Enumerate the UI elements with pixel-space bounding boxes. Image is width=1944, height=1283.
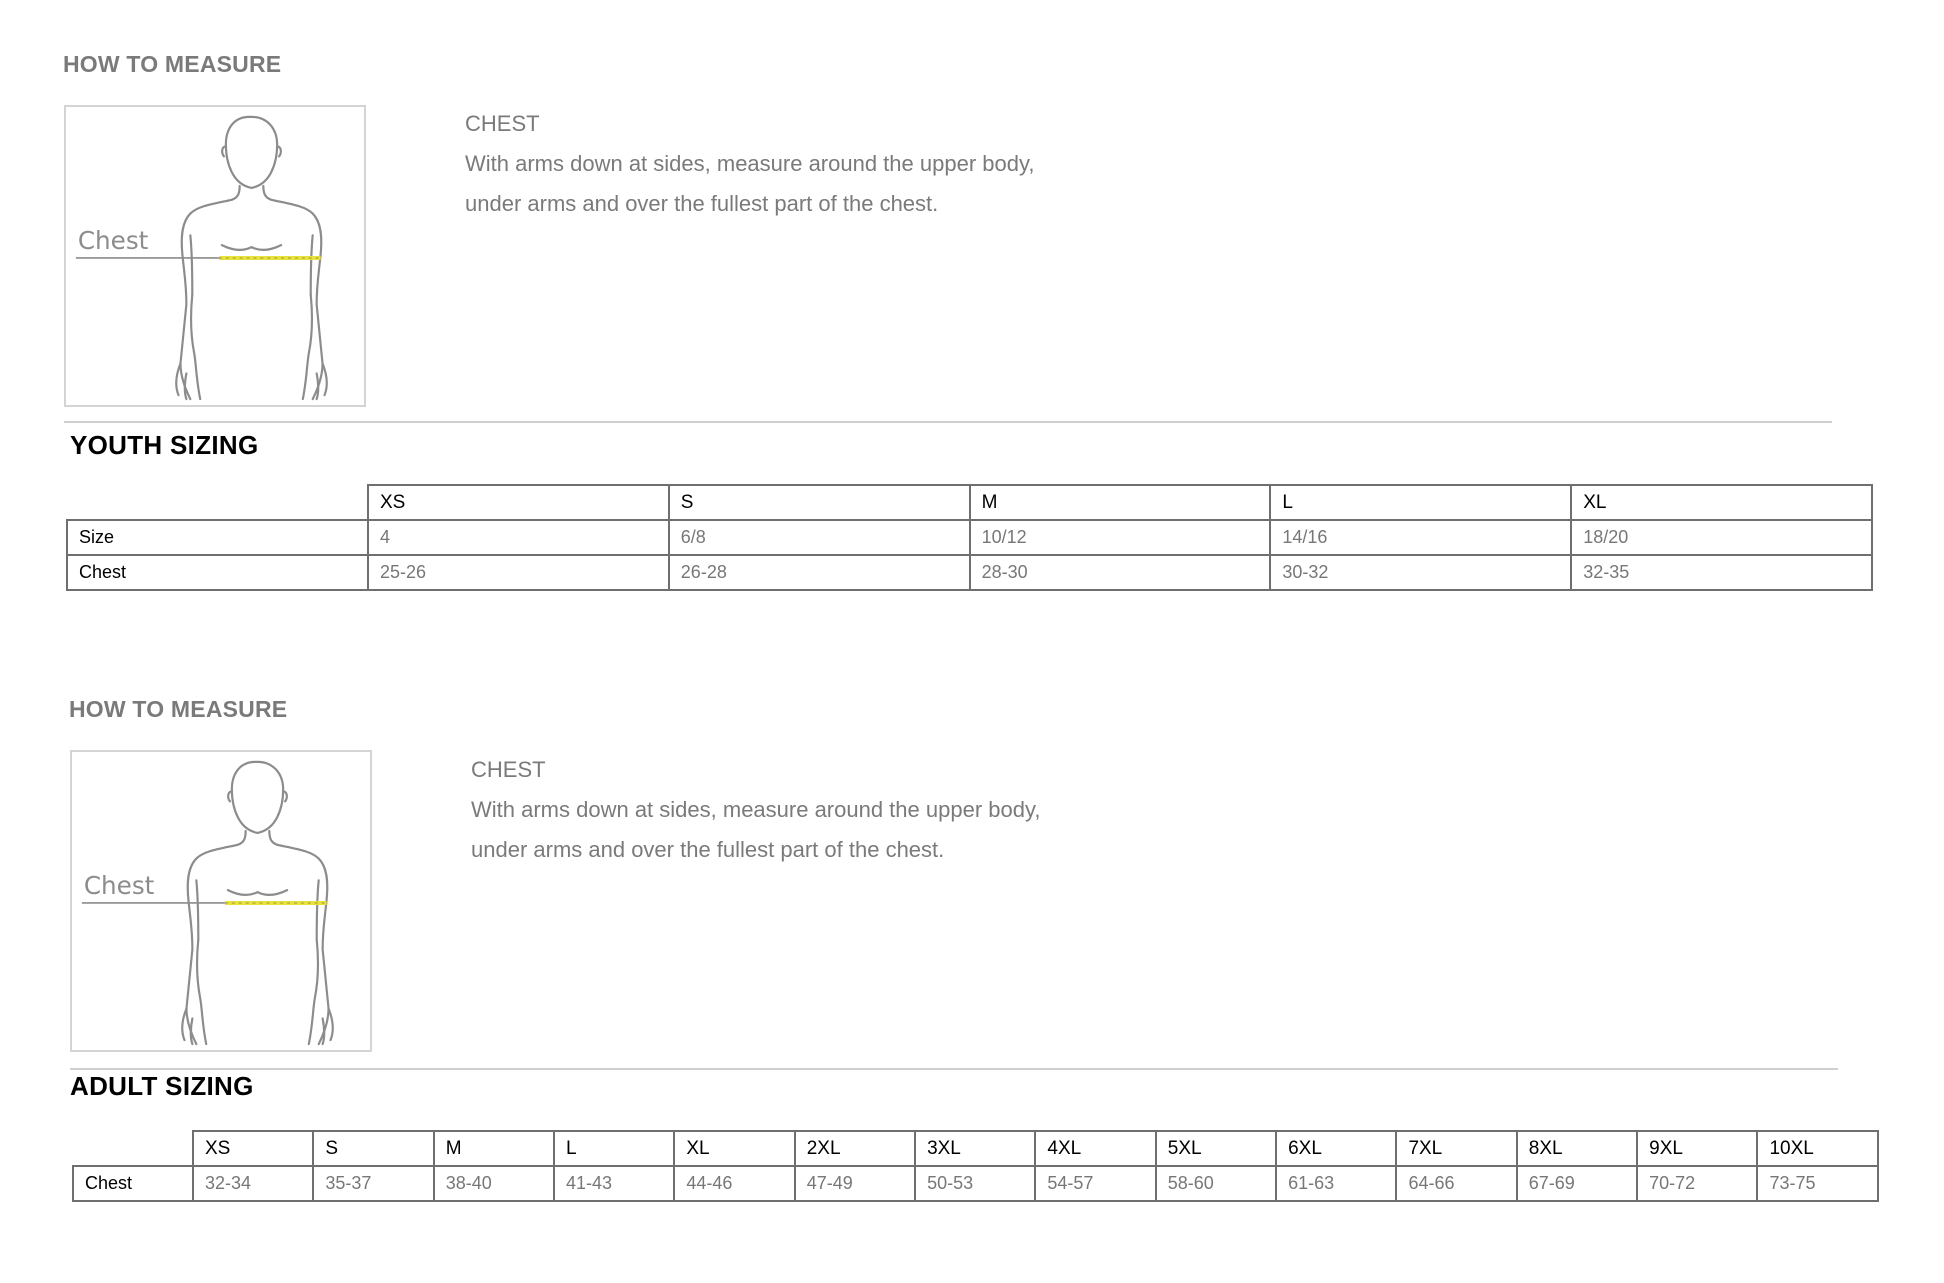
section-divider <box>64 421 1832 423</box>
table-row <box>73 1166 1878 1201</box>
size-header-cell: M <box>970 485 1271 520</box>
measure-description <box>471 750 1040 870</box>
row-label-cell: Chest <box>73 1166 193 1201</box>
how-to-measure-heading: HOW TO MEASURE <box>63 51 282 77</box>
value-cell: 44-46 <box>674 1166 794 1201</box>
size-header-cell: 10XL <box>1757 1131 1878 1166</box>
figure-chest-label: Chest <box>77 226 149 256</box>
youth-sizing-title: YOUTH SIZING <box>70 430 259 460</box>
table-row <box>67 555 1872 590</box>
table-header-row <box>67 485 1872 520</box>
value-cell: 47-49 <box>795 1166 915 1201</box>
measure-line-2: under arms and over the fullest part of the chest. <box>465 191 939 216</box>
section-divider <box>70 1068 1838 1070</box>
value-cell: 26-28 <box>669 555 970 590</box>
size-header-cell: 5XL <box>1156 1131 1276 1166</box>
size-header-cell: S <box>669 485 970 520</box>
body-outline-icon <box>72 752 370 1050</box>
adult-sizing-title: ADULT SIZING <box>70 1071 254 1101</box>
value-cell: 50-53 <box>915 1166 1035 1201</box>
chest-measure-figure <box>70 750 372 1052</box>
measure-line-2: under arms and over the fullest part of the chest. <box>471 837 945 862</box>
measure-line-1: With arms down at sides, measure around the upper body, <box>471 797 1041 822</box>
value-cell: 6/8 <box>669 520 970 555</box>
value-cell: 18/20 <box>1571 520 1872 555</box>
size-header-cell: S <box>313 1131 433 1166</box>
size-header-cell: 9XL <box>1637 1131 1757 1166</box>
value-cell: 28-30 <box>970 555 1271 590</box>
size-header-cell: 7XL <box>1396 1131 1516 1166</box>
youth-sizing-table <box>66 484 1873 591</box>
value-cell: 4 <box>368 520 669 555</box>
adult-sizing-table <box>72 1130 1879 1202</box>
value-cell: 25-26 <box>368 555 669 590</box>
value-cell: 32-34 <box>193 1166 313 1201</box>
value-cell: 14/16 <box>1270 520 1571 555</box>
size-header-cell: M <box>434 1131 554 1166</box>
value-cell: 70-72 <box>1637 1166 1757 1201</box>
size-header-cell: 3XL <box>915 1131 1035 1166</box>
table-header-row <box>73 1131 1878 1166</box>
row-label-cell: Chest <box>67 555 368 590</box>
size-header-cell: XL <box>674 1131 794 1166</box>
value-cell: 61-63 <box>1276 1166 1396 1201</box>
table-row <box>67 520 1872 555</box>
value-cell: 38-40 <box>434 1166 554 1201</box>
chest-measure-figure <box>64 105 366 407</box>
size-header-cell: XS <box>193 1131 313 1166</box>
size-header-cell: 4XL <box>1035 1131 1155 1166</box>
size-header-cell: XL <box>1571 485 1872 520</box>
value-cell: 41-43 <box>554 1166 674 1201</box>
table-corner-cell <box>67 485 368 520</box>
value-cell: 73-75 <box>1757 1166 1878 1201</box>
value-cell: 67-69 <box>1517 1166 1637 1201</box>
row-label-cell: Size <box>67 520 368 555</box>
size-header-cell: L <box>554 1131 674 1166</box>
body-outline-icon <box>66 107 364 405</box>
size-header-cell: 2XL <box>795 1131 915 1166</box>
measure-line-1: With arms down at sides, measure around the upper body, <box>465 151 1035 176</box>
value-cell: 30-32 <box>1270 555 1571 590</box>
size-header-cell: XS <box>368 485 669 520</box>
size-header-cell: 8XL <box>1517 1131 1637 1166</box>
size-header-cell: L <box>1270 485 1571 520</box>
measure-title: CHEST <box>471 757 546 782</box>
value-cell: 64-66 <box>1396 1166 1516 1201</box>
figure-chest-label: Chest <box>83 871 155 901</box>
table-corner-cell <box>73 1131 193 1166</box>
measure-title: CHEST <box>465 111 540 136</box>
value-cell: 35-37 <box>313 1166 433 1201</box>
value-cell: 10/12 <box>970 520 1271 555</box>
value-cell: 32-35 <box>1571 555 1872 590</box>
size-header-cell: 6XL <box>1276 1131 1396 1166</box>
value-cell: 58-60 <box>1156 1166 1276 1201</box>
measure-description <box>465 104 1034 224</box>
value-cell: 54-57 <box>1035 1166 1155 1201</box>
how-to-measure-heading: HOW TO MEASURE <box>69 696 288 722</box>
